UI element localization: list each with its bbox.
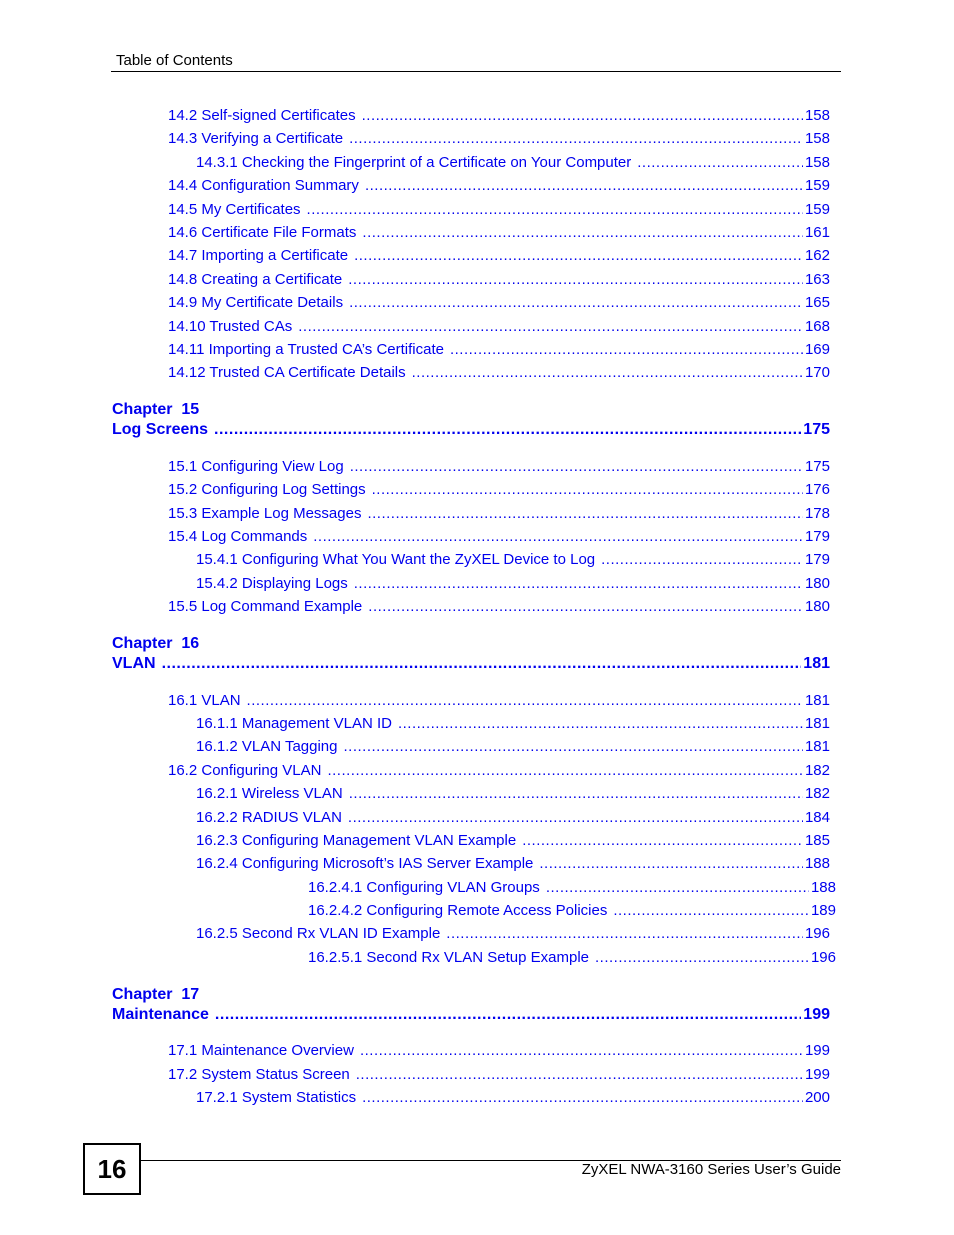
chapter-label[interactable]: Chapter 16 [112,635,200,652]
toc-entry[interactable]: 14.6 Certificate File Formats ..... 161 [168,223,830,243]
header-divider [111,71,841,72]
toc-entry[interactable]: 15.4.2 Displaying Logs ..... 180 [196,574,830,594]
page-number: 16 [83,1143,141,1195]
chapter-title-entry[interactable]: Log Screens ..... 175 [112,420,830,440]
toc-entry[interactable]: 16.2.1 Wireless VLAN ..... 182 [196,784,830,804]
toc-entry[interactable]: 15.5 Log Command Example ..... 180 [168,597,830,617]
toc-entry[interactable]: 14.3 Verifying a Certificate ..... 158 [168,129,830,149]
toc-entry[interactable]: 14.11 Importing a Trusted CA’s Certificate ..... 169 [168,340,830,360]
toc-entry[interactable]: 15.4 Log Commands ..... 179 [168,527,830,547]
header-title: Table of Contents [116,52,233,69]
chapter-title-entry[interactable]: Maintenance ..... 199 [112,1005,830,1025]
toc-entry[interactable]: 16.1 VLAN ..... 181 [168,691,830,711]
toc-entry[interactable]: 17.1 Maintenance Overview ..... 199 [168,1041,830,1061]
toc-entry[interactable]: 14.9 My Certificate Details ..... 165 [168,293,830,313]
toc-entry[interactable]: 17.2.1 System Statistics ..... 200 [196,1088,830,1108]
toc-entry[interactable]: 16.2.4 Configuring Microsoft’s IAS Server Example ..... 188 [196,854,830,874]
toc-entry[interactable]: 14.3.1 Checking the Fingerprint of a Certificate on Your Computer ..... 158 [196,153,830,173]
chapter-title-entry[interactable]: VLAN ..... 181 [112,654,830,674]
toc-entry[interactable]: 14.12 Trusted CA Certificate Details ..... 170 [168,363,830,383]
chapter-label[interactable]: Chapter 15 [112,401,200,418]
toc-entry[interactable]: 14.7 Importing a Certificate ..... 162 [168,246,830,266]
toc-entry[interactable]: 14.4 Configuration Summary ..... 159 [168,176,830,196]
toc-entry[interactable]: 15.3 Example Log Messages ..... 178 [168,504,830,524]
toc-entry[interactable]: 16.2.5.1 Second Rx VLAN Setup Example ..... 196 [308,948,836,968]
toc-entry[interactable]: 16.1.1 Management VLAN ID ..... 181 [196,714,830,734]
toc-entry[interactable]: 14.2 Self-signed Certificates ..... 158 [168,106,830,126]
toc-entry[interactable]: 14.8 Creating a Certificate ..... 163 [168,270,830,290]
toc-entry[interactable]: 14.10 Trusted CAs ..... 168 [168,317,830,337]
chapter-label[interactable]: Chapter 17 [112,986,200,1003]
toc-entry[interactable]: 16.2.3 Configuring Management VLAN Example ..... 185 [196,831,830,851]
toc-entry[interactable]: 15.4.1 Configuring What You Want the ZyXEL Device to Log ..... 179 [196,550,830,570]
toc-entry[interactable]: 16.2.4.2 Configuring Remote Access Policies ..... 189 [308,901,836,921]
toc-entry[interactable]: 16.2 Configuring VLAN ..... 182 [168,761,830,781]
toc-entry[interactable]: 15.1 Configuring View Log ..... 175 [168,457,830,477]
toc-entry[interactable]: 14.5 My Certificates ..... 159 [168,200,830,220]
toc-entry[interactable]: 15.2 Configuring Log Settings ..... 176 [168,480,830,500]
toc-entry[interactable]: 16.1.2 VLAN Tagging ..... 181 [196,737,830,757]
toc-entry[interactable]: 16.2.4.1 Configuring VLAN Groups ..... 188 [308,878,836,898]
guide-title: ZyXEL NWA-3160 Series User’s Guide [581,1161,841,1178]
toc-entry[interactable]: 16.2.2 RADIUS VLAN ..... 184 [196,808,830,828]
toc-entry[interactable]: 16.2.5 Second Rx VLAN ID Example ..... 196 [196,924,830,944]
toc-entry[interactable]: 17.2 System Status Screen ..... 199 [168,1065,830,1085]
